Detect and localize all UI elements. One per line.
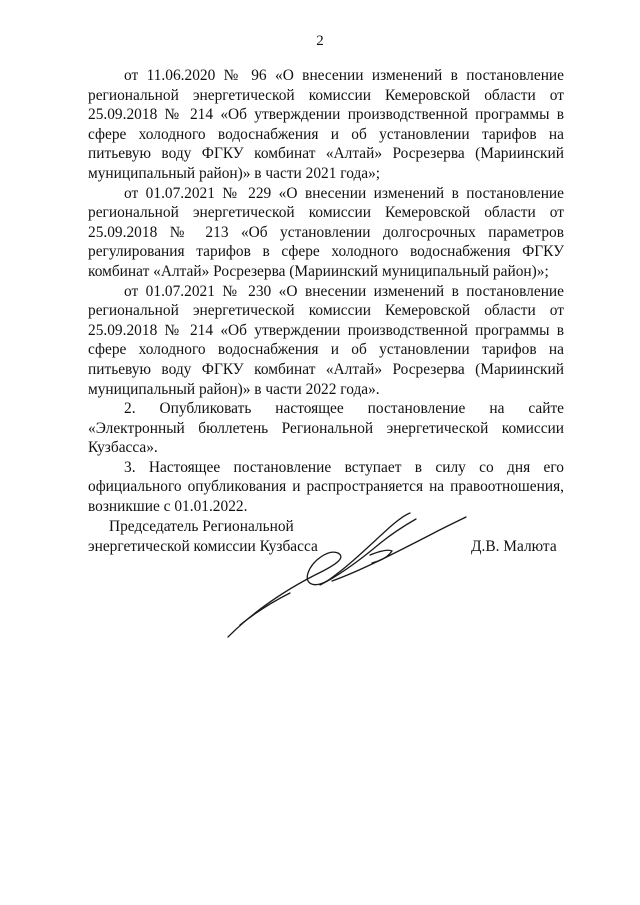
signatory-name: Д.В. Малюта xyxy=(471,538,557,555)
handwritten-signature xyxy=(220,505,480,645)
signatory-title-line-2: энергетической комиссии Кузбасса xyxy=(88,538,318,555)
paragraph-amendment-2020-96: от 11.06.2020 № 96 «О внесении изменений в постановление региональной энергетической комиссии Кемеровской области от 25.09.2018 № 214 «Об утверждении производственной программы в сфере холодного водоснабжения и об установлении тарифов на питьевую воду ФГКУ комбинат «Алтай» Росрезерва (Мариинский муниципальный район)» в части 2021 года»; xyxy=(88,67,564,182)
paragraph-amendment-2021-229: от 01.07.2021 № 229 «О внесении изменений в постановление региональной энергетической комиссии Кемеровской области от 25.09.2018 № 213 «Об установлении долгосрочных параметров регулирования тарифов в сфере холодного водоснабжения ФГКУ комбинат «Алтай» Росрезерва (Мариинский муниципальный район)»; xyxy=(88,184,564,280)
signatory-title-line-1: Председатель Региональной xyxy=(109,518,294,535)
paragraph-effective-date-clause: 3. Настоящее постановление вступает в силу со дня его официального опубликования и распространяется на правоотношения, возникшие с 01.01.2022. xyxy=(88,458,564,516)
page-number: 2 xyxy=(316,33,324,49)
paragraph-publish-clause: 2. Опубликовать настоящее постановление на сайте «Электронный бюллетень Региональной энергетической комиссии Кузбасса». xyxy=(88,400,564,457)
paragraph-amendment-2021-230: от 01.07.2021 № 230 «О внесении изменений в постановление региональной энергетической комиссии Кемеровской области от 25.09.2018 № 214 «Об утверждении производственной программы в сфере холодного водоснабжения и об установлении тарифов на питьевую воду ФГКУ комбинат «Алтай» Росрезерва (Мариинский муниципальный район)» в части 2022 года». xyxy=(88,282,564,398)
